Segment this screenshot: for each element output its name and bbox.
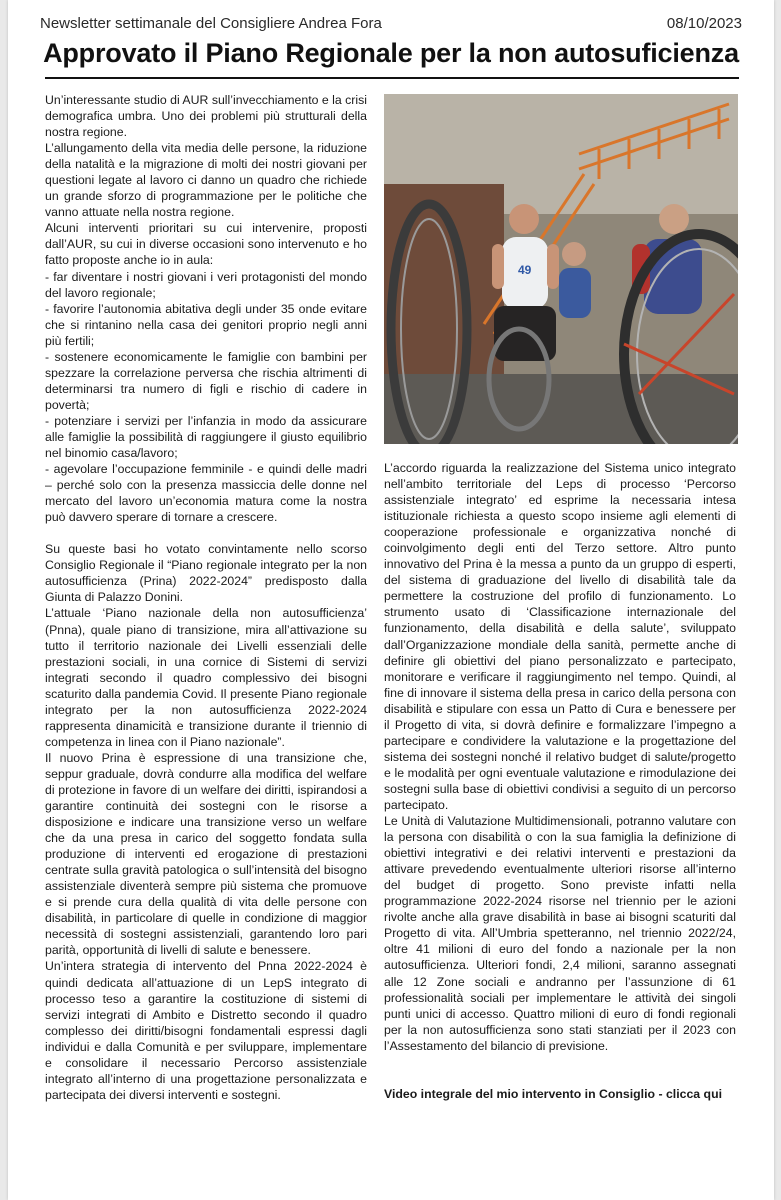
paragraph: Il nuovo Prina è espressione di una transizione che, seppur graduale, dovrà condurre alla modifica del welfare di protezione in favore di un welfare dei diritti, ispirandosi a garantire continuità dei sostegni con le risorse a disposizione e indicare una transizione verso un welfare che da una presa in carico del soggetto fondata sulla produzione di interventi ed erogazione di prestazioni centrate sulla gravità patologica o sull’intensità del bisogno assistenziale diventerà sempre più sistema che promuove e si prende cura della qualità di vita delle persone con disabilità, in particolare di quelle in condizione di maggior necessità di sostegni assistenziali, garantendo loro pari parità, opportunità di livelli di salute e benessere.	[45, 750, 367, 958]
video-link[interactable]: Video integrale del mio intervento in Consiglio - clicca qui	[384, 1086, 722, 1101]
paragraph: L’accordo riguarda la realizzazione del Sistema unico integrato nell’ambito territoriale del Leps di processo ‘Percorso assistenziale integrato’ ed esprime la necessaria intesa istituzionale richiesta a questo scopo insieme agli elementi di cooperazione professionale e organizzativa nonché di coinvolgimento degli enti del Terzo settore. Altro punto innovativo del Prina è la messa a punto da un gruppo di esperti, del sistema di graduazione del livello di disabilità tale da permettere la costruzione del profilo di funzionamento. Lo strumento usato di ‘Classificazione internazionale del funzionamento, della disabilità e della salute’, sviluppato dall’Organizzazione mondiale della sanità, permette anche di definire gli obiettivi del piano personalizzato e partecipato, monitorare e verificare il raggiungimento nel tempo. Quindi, al fine di innovare il sistema della presa in carico della persona con disabilità e stipulare con essa un Patto di Cura e benessere per il Progetto di vita, si dovrà definire e formalizzare l’impegno a partecipare e condividere la valutazione e la progettazione del sistema dei sostegni nonché il relativo budget di salute/progetto e le modalità per ogni eventuale valutazione e rimodulazione dei sostegni sulla base di obiettivi condivisi a seguito di un percorso partecipato.	[384, 461, 736, 812]
list-item: - favorire l’autonomia abitativa degli under 35 onde evitare che si rintanino nella casa dei genitori proprio negli anni più fertili;	[45, 301, 367, 348]
paragraph: L’allungamento della vita media delle persone, la riduzione della natalità e la migrazione di molti dei nostri giovani per questioni legate al lavoro ci danno un quadro che richiede un grande sforzo di programmazione per le politiche che vanno attuate nella nostra regione.	[45, 141, 367, 220]
paragraph: Le Unità di Valutazione Multidimensionali, potranno valutare con la persona con disabilità o con la sua famiglia la definizione di obiettivi integrativi e dei relativi interventi e prestazioni da attivare prevedendo eventualmente ulteriori risorse all’interno del budget di progetto. Sono previste infatti nella programmazione 2022-2024 risorse nel triennio per le azioni rivolte anche alla grave disabilità in base ai bisogni scaturiti dal Progetto di vita. All’Umbria spetteranno, nel triennio 2022/24, oltre 41 milioni di euro del fondo a nazionale per la non autosufficienza. Ulteriori fondi, 2,4 milioni, saranno assegnati alle 12 Zone sociali e andranno per l’assunzione di 61 professionalità sociali per implementare le attività dei singoli punti unici di accesso. Quattro milioni di euro di fondi regionali per la non autosufficienza sono stati stanziati per il 2023 con l’Assestamento del bilancio di previsione.	[384, 814, 736, 1053]
newsletter-page	[8, 0, 774, 1200]
title-divider	[45, 77, 739, 79]
header	[40, 15, 742, 32]
list-item: - sostenere economicamente le famiglie con bambini per spezzare la correlazione perversa che rischia altrimenti di determinarsi tra numero di figli e rischio di cadere in povertà;	[45, 349, 367, 412]
paragraph-gap	[45, 525, 367, 541]
wheelchair-basketball-photo	[384, 94, 738, 444]
issue-date: 08/10/2023	[666, 15, 742, 32]
paragraph: Un’interessante studio di AUR sull’invecchiamento e la crisi demografica umbra. Uno dei problemi più strutturali della nostra regione.	[45, 93, 367, 140]
left-column	[45, 92, 367, 1103]
jersey-number: 49	[518, 263, 532, 277]
paragraph: L’attuale ‘Piano nazionale della non autosufficienza’ (Pnna), quale piano di transizione, mira all’attivazione su tutto il territorio nazionale dei Livelli essenziali delle prestazioni sociali, in una cornice di Sistemi di servizi integrati secondo il quadro complessivo dei bisogni scaturito dalla pandemia Covid. Il presente Piano regionale integrato per la non autosufficienza 2022-2024 rappresenta dinamicità e transizione durante il triennio di competenza in linea con il Piano nazionale”.	[45, 606, 367, 749]
paragraph: Alcuni interventi prioritari su cui intervenire, proposti dall’AUR, su cui in diverse occasioni sono intervenuto e ho fatto proposte anche io in aula:	[45, 221, 367, 268]
list-item: - agevolare l’occupazione femminile - e quindi delle madri – perché solo con la presenza massiccia delle donne nel mercato del lavoro un’economia matura come la nostra può davvero sperare di tornare a crescere.	[45, 462, 367, 525]
paragraph: Un’intera strategia di intervento del Pnna 2022-2024 è quindi dedicata all’attuazione di un LepS integrato di processo teso a garantire la costituzione di sistemi di servizi integrati di Ambito e Distretto secondo il quadro complesso dei diritti/bisogni fondamentali espressi dagli individui e dalla Comunità e per sviluppare, implementare e consolidare il necessario Percorso assistenziale integrato all’interno di una progettazione personalizzata e partecipata dei diversi interventi e sostegni.	[45, 959, 367, 1102]
article-photo	[384, 94, 738, 444]
list-item: - far diventare i nostri giovani i veri protagonisti del mondo del lavoro regionale;	[45, 269, 367, 300]
article-title: Approvato il Piano Regionale per la non autosuficienza	[43, 38, 739, 68]
newsletter-name: Newsletter settimanale del Consigliere Andrea Fora	[40, 15, 382, 32]
right-column	[384, 460, 736, 1102]
list-item: - potenziare i servizi per l’infanzia in modo da assicurare alle famiglie la possibilità di raggiungere il giusto equilibrio nel binomio casa/lavoro;	[45, 413, 367, 461]
paragraph: Su queste basi ho votato convintamente nello scorso Consiglio Regionale il “Piano regionale integrato per la non autosufficienza (Prina) 2022-2024” predisposto dalla Giunta di Palazzo Donini.	[45, 542, 367, 605]
